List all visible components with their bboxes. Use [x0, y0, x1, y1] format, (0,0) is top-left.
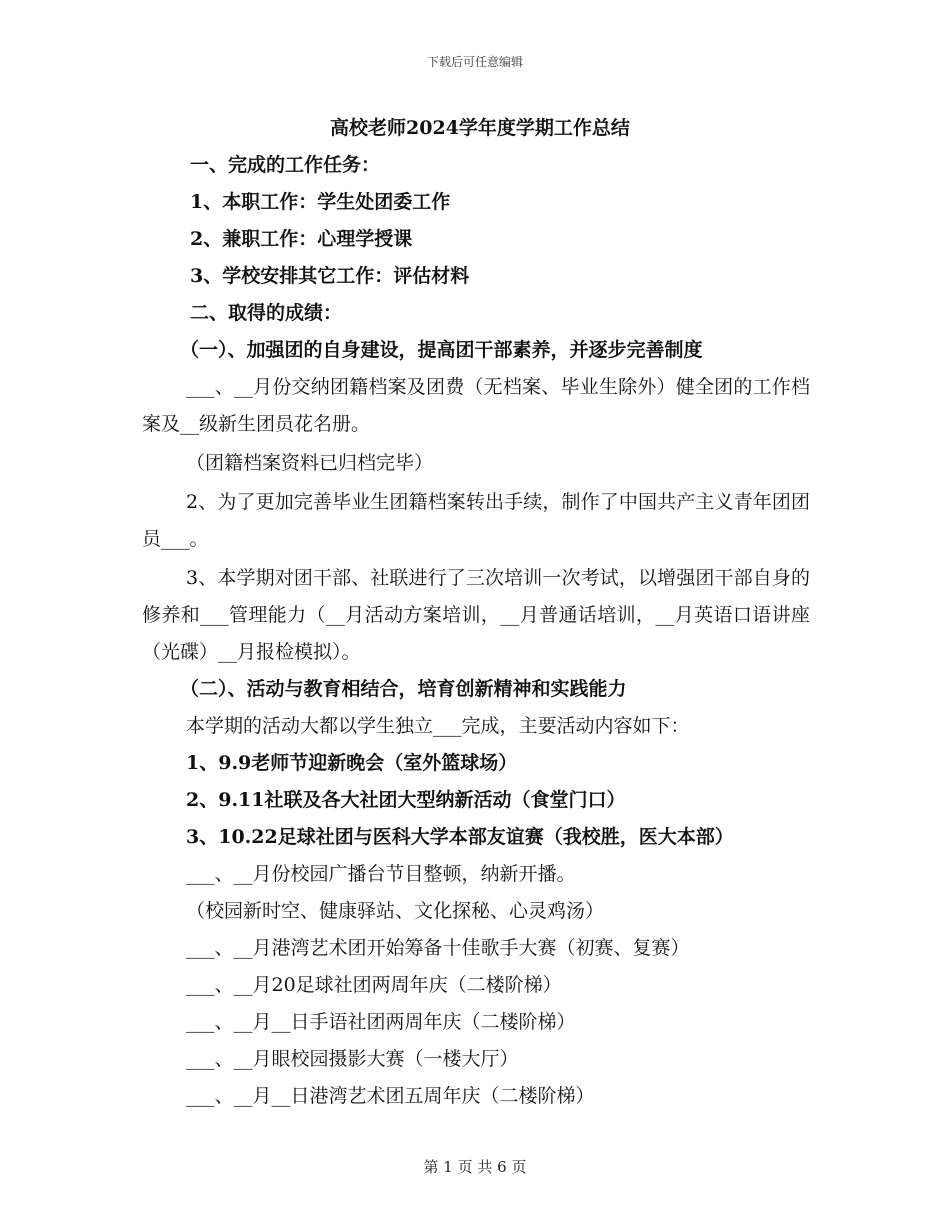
- paragraph: 3、本学期对团干部、社联进行了三次培训一次考试，以增强团干部自身的修养和___管理能力（__月活动方案培训，__月普通话培训，__月英语口语讲座（光碟）__月报检模拟）。: [142, 567, 810, 663]
- activity-item: 3、10.22足球社团与医科大学本部友谊赛（我校胜，医大本部）: [186, 826, 734, 848]
- activity-item: （校园新时空、健康驿站、文化探秘、心灵鸡汤）: [186, 900, 605, 922]
- activity-item: ___、__月__日港湾艺术团五周年庆（二楼阶梯）: [186, 1085, 595, 1107]
- activity-item: ___、__月港湾艺术团开始筹备十佳歌手大赛（初赛、复赛）: [186, 937, 690, 959]
- page-footer: 第 1 页 共 6 页: [423, 1158, 527, 1176]
- task-item: 3、学校安排其它工作：评估材料: [190, 265, 470, 287]
- activity-item: 2、9.11社联及各大社团大型纳新活动（食堂门口）: [186, 789, 626, 811]
- activity-intro: 本学期的活动大都以学生独立___完成，主要活动内容如下：: [186, 715, 690, 737]
- document-body: [142, 110, 810, 1115]
- document-title: 高校老师2024学年度学期工作总结: [330, 117, 630, 139]
- subsection-heading-1: （一）、加强团的自身建设，提高团干部素养，并逐步完善制度: [180, 339, 703, 361]
- header-note: 下载后可任意编辑: [426, 55, 523, 69]
- paragraph-note: （团籍档案资料已归档完毕）: [186, 452, 434, 474]
- activity-item: ___、__月20足球社团两周年庆（二楼阶梯）: [186, 974, 562, 996]
- activity-item: ___、__月份校园广播台节目整顿，纳新开播。: [186, 863, 576, 885]
- paragraph: ___、__月份交纳团籍档案及团费（无档案、毕业生除外）健全团的工作档案及__级新生团员花名册。: [142, 376, 810, 435]
- activity-item: 1、9.9老师节迎新晚会（室外篮球场）: [186, 752, 518, 774]
- task-item: 2、兼职工作：心理学授课: [190, 228, 413, 250]
- paragraph: 2、为了更加完善毕业生团籍档案转出手续，制作了中国共产主义青年团团员___。: [142, 491, 810, 550]
- activity-item: ___、__月眼校园摄影大赛（一楼大厅）: [186, 1048, 519, 1070]
- activity-item: ___、__月__日手语社团两周年庆（二楼阶梯）: [186, 1011, 576, 1033]
- section-heading-1: 一、完成的工作任务：: [190, 154, 381, 176]
- subsection-heading-2: （二）、活动与教育相结合，培育创新精神和实践能力: [180, 678, 627, 700]
- task-item: 1、本职工作：学生处团委工作: [190, 191, 451, 213]
- section-heading-2: 二、取得的成绩：: [190, 302, 343, 324]
